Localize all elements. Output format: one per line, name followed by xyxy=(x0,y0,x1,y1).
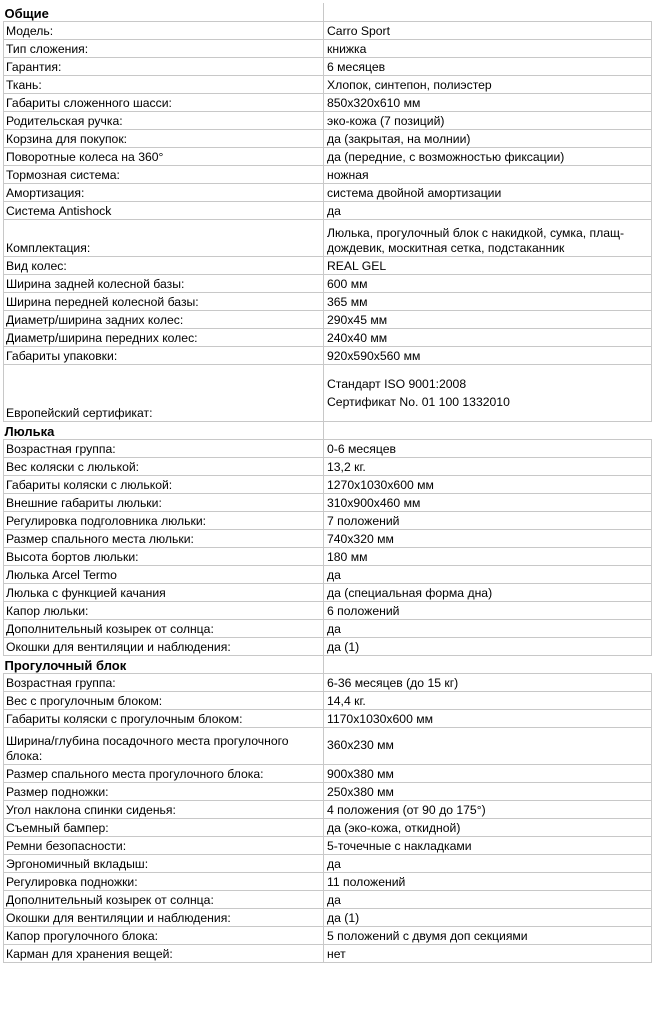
table-row xyxy=(4,583,652,601)
row-label: Диаметр/ширина передних колес: xyxy=(4,328,324,346)
row-label: Окошки для вентиляции и наблюдения: xyxy=(4,908,324,926)
table-row xyxy=(4,818,652,836)
row-value: Хлопок, синтепон, полиэстер xyxy=(324,75,652,93)
row-label: Капор люльки: xyxy=(4,601,324,619)
row-label: Поворотные колеса на 360° xyxy=(4,147,324,165)
row-label: Внешние габариты люльки: xyxy=(4,493,324,511)
row-label: Регулировка подножки: xyxy=(4,872,324,890)
row-value: 6 месяцев xyxy=(324,57,652,75)
row-label: Размер подножки: xyxy=(4,782,324,800)
table-row xyxy=(4,439,652,457)
table-row xyxy=(4,944,652,962)
row-value: 1170x1030x600 мм xyxy=(324,709,652,727)
row-value: система двойной амортизации xyxy=(324,183,652,201)
row-label: Ширина/глубина посадочного места прогулочного блока: xyxy=(4,727,324,764)
row-value xyxy=(324,364,652,421)
spec-sheet xyxy=(3,3,651,963)
table-row xyxy=(4,93,652,111)
row-label: Корзина для покупок: xyxy=(4,129,324,147)
section-title: Люлька xyxy=(4,423,55,439)
row-label: Диаметр/ширина задних колес: xyxy=(4,310,324,328)
table-row xyxy=(4,57,652,75)
row-value: 6-36 месяцев (до 15 кг) xyxy=(324,673,652,691)
row-value: 240x40 мм xyxy=(324,328,652,346)
row-value: 14,4 кг. xyxy=(324,691,652,709)
row-value: ножная xyxy=(324,165,652,183)
row-value: 310x900x460 мм xyxy=(324,493,652,511)
row-value: 7 положений xyxy=(324,511,652,529)
table-row xyxy=(4,619,652,637)
row-label: Ткань: xyxy=(4,75,324,93)
section-title: Общие xyxy=(4,5,49,21)
row-label: Дополнительный козырек от солнца: xyxy=(4,619,324,637)
section-header-carrycot xyxy=(4,421,652,439)
section-header-stroller-seat xyxy=(4,655,652,673)
row-label: Регулировка подголовника люльки: xyxy=(4,511,324,529)
table-row xyxy=(4,908,652,926)
row-value: 600 мм xyxy=(324,274,652,292)
row-value: книжка xyxy=(324,39,652,57)
row-label: Карман для хранения вещей: xyxy=(4,944,324,962)
row-label: Окошки для вентиляции и наблюдения: xyxy=(4,637,324,655)
row-value: 360x230 мм xyxy=(324,727,652,764)
table-row xyxy=(4,256,652,274)
table-row xyxy=(4,890,652,908)
table-row xyxy=(4,601,652,619)
table-row xyxy=(4,565,652,583)
row-value: 13,2 кг. xyxy=(324,457,652,475)
table-row xyxy=(4,475,652,493)
row-label: Вид колес: xyxy=(4,256,324,274)
row-value: да (специальная форма дна) xyxy=(324,583,652,601)
row-value: 740x320 мм xyxy=(324,529,652,547)
row-value: да xyxy=(324,201,652,219)
row-label: Ремни безопасности: xyxy=(4,836,324,854)
table-row xyxy=(4,800,652,818)
row-label: Размер спального места прогулочного блока: xyxy=(4,764,324,782)
spec-table xyxy=(3,3,652,963)
row-label: Вес с прогулочным блоком: xyxy=(4,691,324,709)
table-row xyxy=(4,328,652,346)
table-row xyxy=(4,21,652,39)
table-row xyxy=(4,364,652,421)
row-label: Тормозная система: xyxy=(4,165,324,183)
table-row xyxy=(4,872,652,890)
row-label: Амортизация: xyxy=(4,183,324,201)
row-value: 850x320x610 мм xyxy=(324,93,652,111)
row-value: да (1) xyxy=(324,637,652,655)
row-value: 11 положений xyxy=(324,872,652,890)
row-value: эко-кожа (7 позиций) xyxy=(324,111,652,129)
row-label: Ширина задней колесной базы: xyxy=(4,274,324,292)
table-row xyxy=(4,75,652,93)
row-label: Размер спального места люльки: xyxy=(4,529,324,547)
row-label: Дополнительный козырек от солнца: xyxy=(4,890,324,908)
row-value: REAL GEL xyxy=(324,256,652,274)
table-row xyxy=(4,310,652,328)
row-label: Модель: xyxy=(4,21,324,39)
row-label: Люлька Arcel Termo xyxy=(4,565,324,583)
row-label: Тип сложения: xyxy=(4,39,324,57)
row-value: 1270x1030x600 мм xyxy=(324,475,652,493)
row-label: Европейский сертификат: xyxy=(4,364,324,421)
table-row xyxy=(4,529,652,547)
table-row xyxy=(4,764,652,782)
row-value: 4 положения (от 90 до 175°) xyxy=(324,800,652,818)
table-row xyxy=(4,183,652,201)
row-value-line: Сертификат No. 01 100 1332010 xyxy=(327,394,510,409)
row-label: Габариты сложенного шасси: xyxy=(4,93,324,111)
row-label: Система Antishock xyxy=(4,201,324,219)
row-value: 290x45 мм xyxy=(324,310,652,328)
row-value: 250x380 мм xyxy=(324,782,652,800)
row-value: да xyxy=(324,565,652,583)
table-row xyxy=(4,201,652,219)
row-value: Люлька, прогулочный блок с накидкой, сумка, плащ-дождевик, москитная сетка, подстаканник xyxy=(324,219,652,256)
row-label: Вес коляски с люлькой: xyxy=(4,457,324,475)
row-value-line: Стандарт ISO 9001:2008 xyxy=(327,376,467,391)
row-value: да xyxy=(324,854,652,872)
table-row xyxy=(4,691,652,709)
table-row xyxy=(4,511,652,529)
row-value: 5 положений с двумя доп секциями xyxy=(324,926,652,944)
row-label: Комплектация: xyxy=(4,219,324,256)
row-label: Капор прогулочного блока: xyxy=(4,926,324,944)
table-row xyxy=(4,147,652,165)
table-row xyxy=(4,219,652,256)
row-label: Габариты упаковки: xyxy=(4,346,324,364)
table-row xyxy=(4,782,652,800)
row-label: Гарантия: xyxy=(4,57,324,75)
table-row xyxy=(4,727,652,764)
table-row xyxy=(4,346,652,364)
row-label: Высота бортов люльки: xyxy=(4,547,324,565)
row-label: Возрастная группа: xyxy=(4,439,324,457)
table-row xyxy=(4,111,652,129)
table-row xyxy=(4,493,652,511)
row-label: Родительская ручка: xyxy=(4,111,324,129)
row-value: 920x590x560 мм xyxy=(324,346,652,364)
row-value: да (передние, с возможностью фиксации) xyxy=(324,147,652,165)
row-value: да xyxy=(324,890,652,908)
table-row xyxy=(4,854,652,872)
row-value: нет xyxy=(324,944,652,962)
table-row xyxy=(4,39,652,57)
table-row xyxy=(4,709,652,727)
table-row xyxy=(4,274,652,292)
row-value: да (эко-кожа, откидной) xyxy=(324,818,652,836)
row-label: Возрастная группа: xyxy=(4,673,324,691)
table-row xyxy=(4,547,652,565)
row-value: 6 положений xyxy=(324,601,652,619)
row-label: Угол наклона спинки сиденья: xyxy=(4,800,324,818)
row-value: 365 мм xyxy=(324,292,652,310)
table-row xyxy=(4,165,652,183)
row-label: Габариты коляски с прогулочным блоком: xyxy=(4,709,324,727)
table-row xyxy=(4,292,652,310)
row-value: 0-6 месяцев xyxy=(324,439,652,457)
row-label: Съемный бампер: xyxy=(4,818,324,836)
table-row xyxy=(4,637,652,655)
row-label: Габариты коляски с люлькой: xyxy=(4,475,324,493)
section-title: Прогулочный блок xyxy=(4,657,127,673)
row-value: да xyxy=(324,619,652,637)
section-header-general xyxy=(4,3,652,21)
table-row xyxy=(4,129,652,147)
table-row xyxy=(4,926,652,944)
row-value: да (1) xyxy=(324,908,652,926)
row-value: да (закрытая, на молнии) xyxy=(324,129,652,147)
table-row xyxy=(4,673,652,691)
row-value: 900x380 мм xyxy=(324,764,652,782)
row-label: Эргономичный вкладыш: xyxy=(4,854,324,872)
row-label: Ширина передней колесной базы: xyxy=(4,292,324,310)
row-value: 5-точечные с накладками xyxy=(324,836,652,854)
table-row xyxy=(4,836,652,854)
row-label: Люлька с функцией качания xyxy=(4,583,324,601)
row-value: 180 мм xyxy=(324,547,652,565)
table-row xyxy=(4,457,652,475)
row-value: Carro Sport xyxy=(324,21,652,39)
